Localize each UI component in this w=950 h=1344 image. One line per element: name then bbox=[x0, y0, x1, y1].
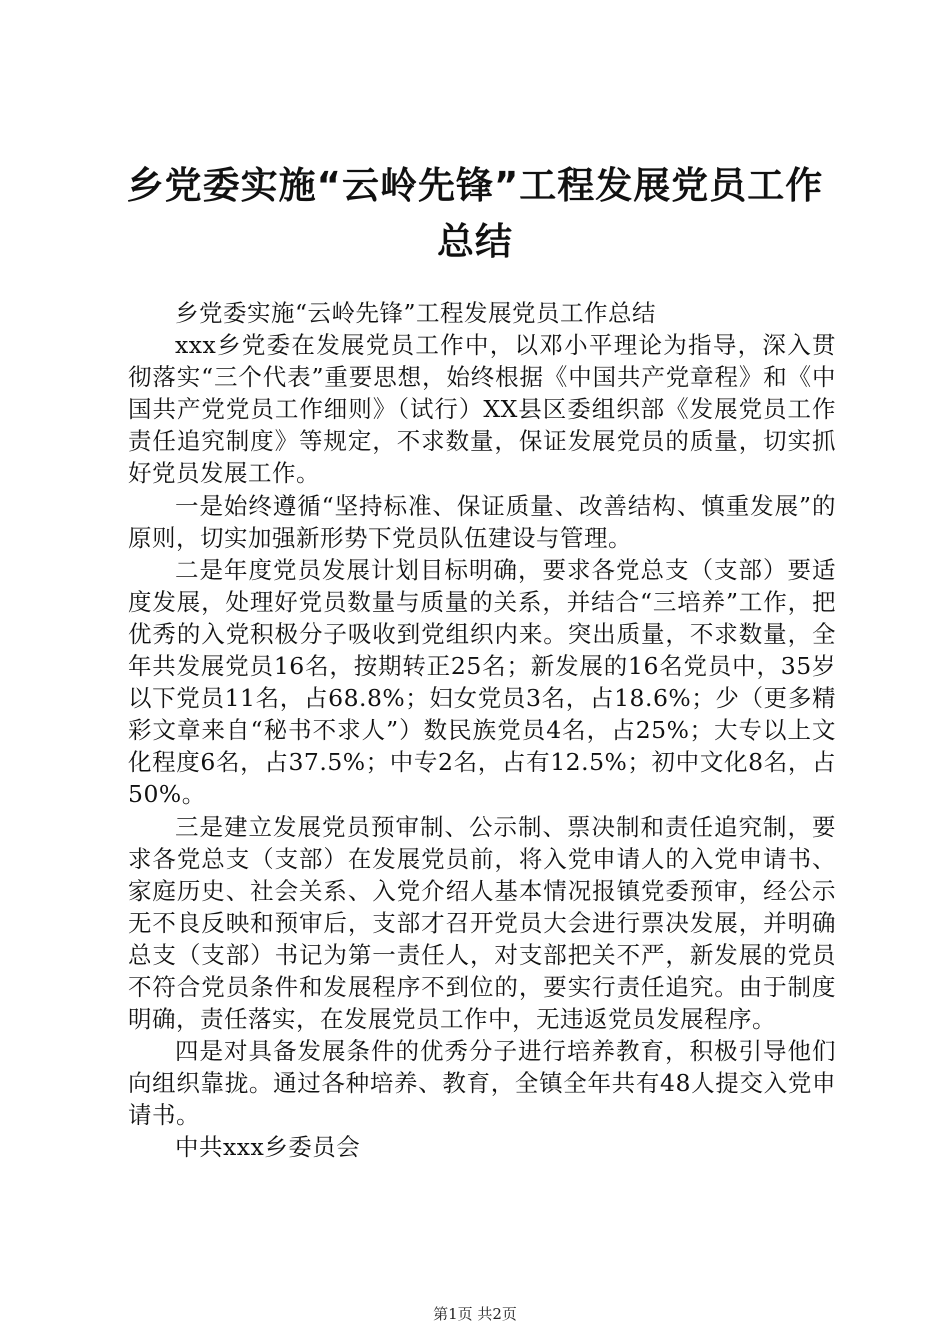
document-body bbox=[128, 297, 836, 1164]
body-paragraph-point-1: 一是始终遵循“坚持标准、保证质量、改善结构、慎重发展”的原则，切实加强新形势下党员队伍建设与管理。 bbox=[128, 491, 836, 552]
body-paragraph-intro: xxx乡党委在发展党员工作中，以邓小平理论为指导，深入贯彻落实“三个代表”重要思想，始终根据《中国共产党章程》和《中国共产党党员工作细则》（试行）XX县区委组织部《发展党员工作责任追究制度》等规定，不求数量，保证发展党员的质量，切实抓好党员发展工作。 bbox=[128, 331, 836, 488]
document-title: 乡党委实施“云岭先锋”工程发展党员工作总结 bbox=[126, 164, 824, 263]
body-paragraph-point-4: 四是对具备发展条件的优秀分子进行培养教育，积极引导他们向组织靠拢。通过各种培养、教育，全镇全年共有48人提交入党申请书。 bbox=[128, 1037, 836, 1130]
body-paragraph-heading: 乡党委实施“云岭先锋”工程发展党员工作总结 bbox=[175, 299, 657, 327]
body-paragraph-point-2: 二是年度党员发展计划目标明确，要求各党总支（支部）要适度发展，处理好党员数量与质量的关系，并结合“三培养”工作，把优秀的入党积极分子吸收到党组织内来。突出质量，不求数量，全年共发展党员16名，按期转正25名；新发展的16名党员中，35岁以下党员11名，占68.8%；妇女党员3名，占18.6%；少（更多精彩文章来自“秘书不求人”）数民族党员4名，占25%；大专以上文化程度6名，占37.5%；中专2名，占有12.5%；初中文化8名，占50%。 bbox=[128, 555, 836, 809]
body-paragraph-point-3: 三是建立发展党员预审制、公示制、票决制和责任追究制，要求各党总支（支部）在发展党员前，将入党申请人的入党申请书、家庭历史、社会关系、入党介绍人基本情况报镇党委预审，经公示无不良反映和预审后，支部才召开党员大会进行票决发展，并明确总支（支部）书记为第一责任人，对支部把关不严，新发展的党员不符合党员条件和发展程序不到位的，要实行责任追究。由于制度明确，责任落实，在发展党员工作中，无违返党员发展程序。 bbox=[128, 812, 836, 1034]
page-number-footer: 第1页 共2页 bbox=[433, 1305, 517, 1323]
signature-line: 中共xxx乡委员会 bbox=[175, 1133, 361, 1162]
